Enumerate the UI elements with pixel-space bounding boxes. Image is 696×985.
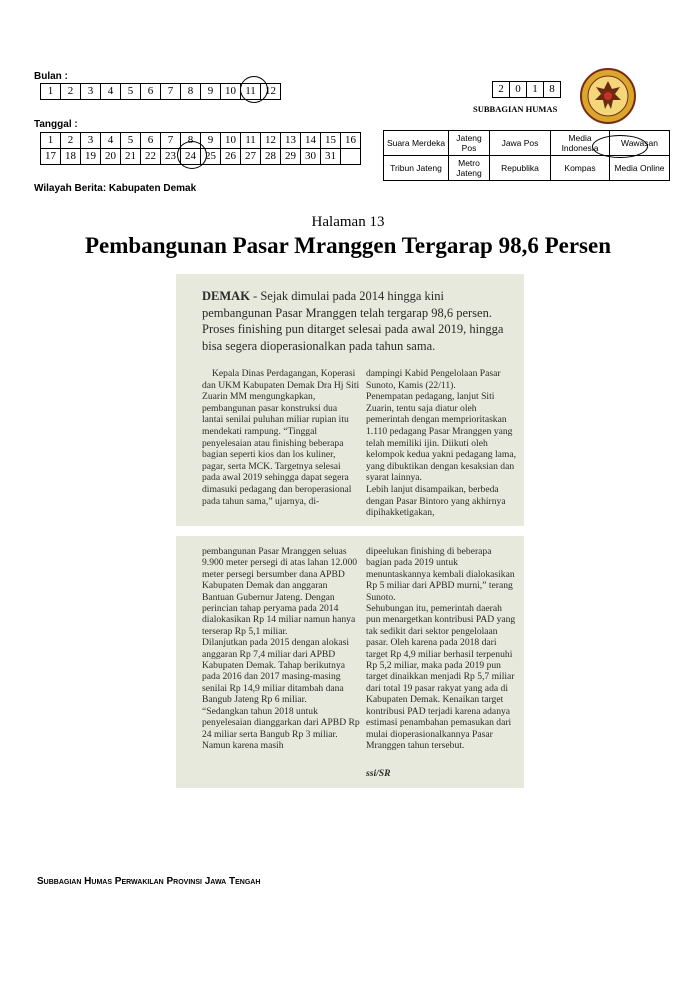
dept-label: SUBBAGIAN HUMAS — [473, 104, 558, 114]
media-suara-merdeka: Suara Merdeka — [384, 131, 449, 156]
date-cell-5: 5 — [121, 133, 141, 149]
month-cell-3: 3 — [81, 84, 101, 100]
month-cell-12: 12 — [261, 84, 281, 100]
date-cell-17: 17 — [41, 149, 61, 165]
bulan-label: Bulan : — [34, 71, 68, 82]
date-cell-8: 8 — [181, 133, 201, 149]
month-cell-8: 8 — [181, 84, 201, 100]
date-cell-30: 30 — [301, 149, 321, 165]
date-cell-4: 4 — [101, 133, 121, 149]
clipping-bottom — [176, 536, 524, 788]
lead-dateline: DEMAK — [202, 289, 250, 303]
date-cell-1: 1 — [41, 133, 61, 149]
date-cell-18: 18 — [61, 149, 81, 165]
date-cell-23: 23 — [161, 149, 181, 165]
bottom-col2: dipeelukan finishing di beberapa bagian pada 2019 untuk menuntaskannya kembali dialokasikan Rp 5 miliar dari APBD murni,” terang Sunoto. Sehubungan itu, pemerintah daerah pun menargetkan kontribusi PAD yang tak sedikit dari sektor pengelolaan pasar. Oleh karena pada 2018 dari target Rp 4,9 miliar berhasil terpenuhi Rp 5,2 miliar, maka pada 2019 pun target dinaikkan menjadi Rp 5,7 miliar dari total 19 pasar rakyat yang ada di Kabupaten Demak. Kenaikan target kontribusi PAD terjadi karena adanya estimasi penambahan pemasukan dari mulai dioperasionalkannya Pasar Mranggen tahun tersebut. — [366, 546, 516, 751]
date-cell-29: 29 — [281, 149, 301, 165]
selected-month-circle — [240, 76, 268, 103]
date-cell-empty — [341, 149, 361, 165]
month-cell-4: 4 — [101, 84, 121, 100]
bottom-col1: pembangunan Pasar Mranggen seluas 9.900 meter persegi di atas lahan 12.000 meter persegi bersumber dana APBD Kabupaten Demak dan anggaran Bantuan Gubernur Jateng. Dengan perincian tahap peryama pada 2014 dialokasikan Rp 14 miliar namun hanya terserap Rp 5,1 miliar. Dilanjutkan pada 2015 dengan alokasi anggaran Rp 7,4 miliar dari APBD Kabupaten Demak. Tahap berikutnya pada 2016 dan 2017 masing-masing senilai Rp 14,9 miliar ditambah dana Bangub Jateng Rp 6 miliar. “Sedangkan tahun 2018 untuk penyelesaian dianggarkan dari APBD Rp 24 miliar serta Bangub Rp 3 miliar. Namun karena masih — [202, 546, 360, 751]
date-cell-2: 2 — [61, 133, 81, 149]
media-jawa-pos: Jawa Pos — [490, 131, 551, 156]
lead-text: - Sejak dimulai pada 2014 hingga kini pembangunan Pasar Mranggen telah tergarap 98,6 persen. Proses finishing pun ditarget selesai pada awal 2019, hingga bisa segera dioperasionalkan pada tahun sama. — [202, 289, 504, 353]
date-cell-15: 15 — [321, 133, 341, 149]
date-cell-12: 12 — [261, 133, 281, 149]
top-col2: dampingi Kabid Pengelolaan Pasar Sunoto, Kamis (22/11). Penempatan pedagang, lanjut Siti Zuarin, tentu saja diatur oleh pemerintah dengan memprioritaskan 1.110 pedagang Pasar Mranggen yang telah memiliki ijin. Diikuti oleh kelompok kedua yakni pedagang lama, yang dibuktikan dengan kesaksian dan syarat lainnya. Lebih lanjut disampaikan, berbeda dengan Pasar Bintoro yang akhirnya dipihakketigakan, — [366, 368, 516, 519]
month-cell-6: 6 — [141, 84, 161, 100]
date-cell-10: 10 — [221, 133, 241, 149]
date-cell-27: 27 — [241, 149, 261, 165]
footer-text: Subbagian Humas Perwakilan Provinsi Jawa Tengah — [37, 876, 261, 887]
date-cell-20: 20 — [101, 149, 121, 165]
month-cell-2: 2 — [61, 84, 81, 100]
byline: ssi/SR — [366, 768, 391, 779]
month-cell-9: 9 — [201, 84, 221, 100]
date-cell-22: 22 — [141, 149, 161, 165]
selected-media-circle — [592, 135, 648, 158]
date-cell-9: 9 — [201, 133, 221, 149]
date-cell-7: 7 — [161, 133, 181, 149]
month-cell-1: 1 — [41, 84, 61, 100]
page-number: Halaman 13 — [311, 214, 385, 230]
date-cell-3: 3 — [81, 133, 101, 149]
media-media-online: Media Online — [610, 156, 670, 181]
top-col1: Kepala Dinas Perdagangan, Koperasi dan UKM Kabupaten Demak Dra Hj Siti Zuarin MM mengungkapkan, pembangunan pasar konstruksi dua lantai senilai puluhan miliar rupian itu mendekati rampung. “Tinggal penyelesaian atau finishing beberapa bagian seperti kios dan los kuliner, pagar, serta MCK. Targetnya selesai pada awal 2019 sehingga dapat segera dimasuki pedagang dan beroperasional pada tahun sama,” ujarnya, di- — [202, 368, 360, 507]
month-cell-11: 11 — [241, 84, 261, 100]
date-cell-31: 31 — [321, 149, 341, 165]
year-digit-0: 0 — [510, 82, 527, 98]
year-digit-2: 2 — [493, 82, 510, 98]
wilayah-berita: Wilayah Berita: Kabupaten Demak — [34, 183, 197, 194]
date-cell-16: 16 — [341, 133, 361, 149]
media-media-indonesia: Media Indonesia — [551, 131, 610, 156]
date-cell-28: 28 — [261, 149, 281, 165]
year-digit-8: 8 — [544, 82, 561, 98]
media-wawasan: Wawasan — [610, 131, 670, 156]
date-cell-11: 11 — [241, 133, 261, 149]
date-cell-14: 14 — [301, 133, 321, 149]
media-jateng-pos: Jateng Pos — [449, 131, 490, 156]
tanggal-label: Tanggal : — [34, 119, 78, 130]
date-cell-13: 13 — [281, 133, 301, 149]
selected-date-circle — [177, 141, 207, 169]
year-digit-1: 1 — [527, 82, 544, 98]
media-kompas: Kompas — [551, 156, 610, 181]
month-cell-5: 5 — [121, 84, 141, 100]
month-cell-10: 10 — [221, 84, 241, 100]
media-tribun-jateng: Tribun Jateng — [384, 156, 449, 181]
date-cell-21: 21 — [121, 149, 141, 165]
date-cell-24: 24 — [181, 149, 201, 165]
date-cell-19: 19 — [81, 149, 101, 165]
article-lead — [202, 288, 516, 354]
month-cell-7: 7 — [161, 84, 181, 100]
year-table — [492, 81, 561, 98]
clipping-top — [176, 274, 524, 526]
date-cell-25: 25 — [201, 149, 221, 165]
humas-emblem-logo — [576, 67, 640, 125]
media-metro-jateng: Metro Jateng — [449, 156, 490, 181]
date-cell-26: 26 — [221, 149, 241, 165]
date-cell-6: 6 — [141, 133, 161, 149]
article-title: Pembangunan Pasar Mranggen Tergarap 98,6 Persen — [84, 233, 612, 258]
media-republika: Republika — [490, 156, 551, 181]
